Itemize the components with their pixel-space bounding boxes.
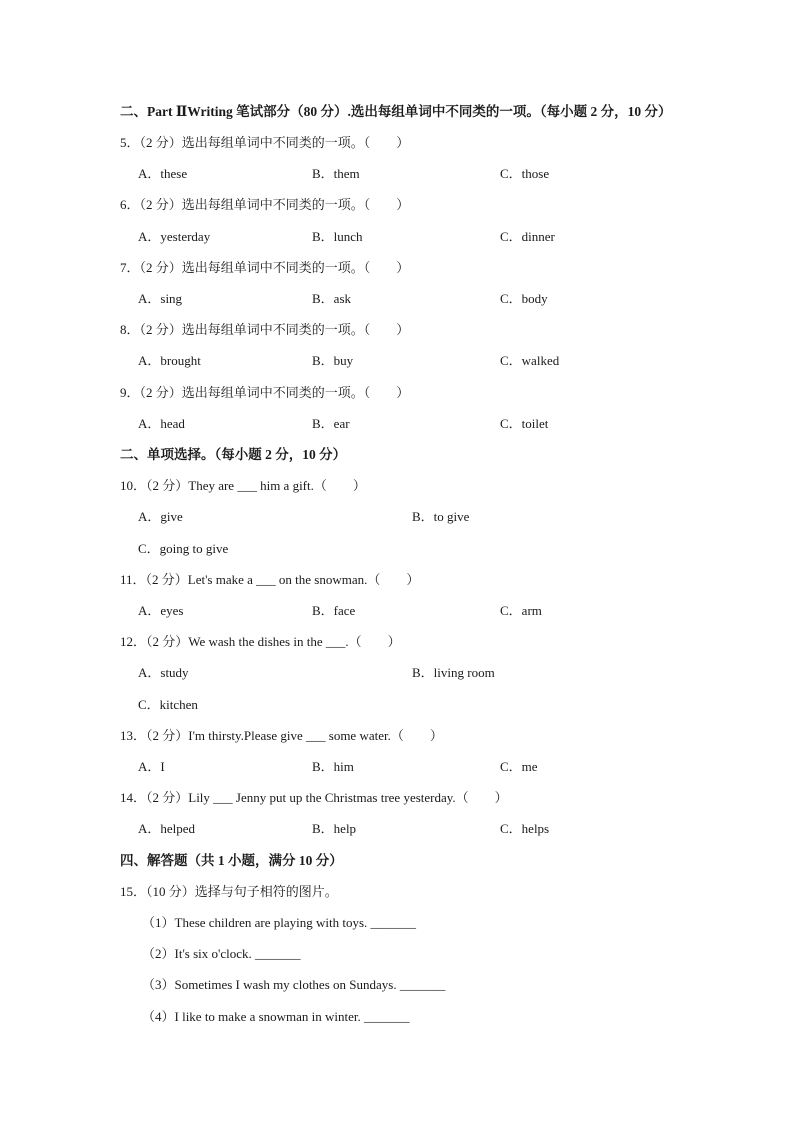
question-10-option-c[interactable]: C．going to give (138, 541, 229, 556)
question-12-option-a[interactable]: A．study (138, 665, 189, 680)
question-6-option-a[interactable]: A．yesterday (138, 229, 211, 244)
question-7-option-a[interactable]: A．sing (138, 291, 183, 306)
question-5-stem: 5．（2 分）选出每组单词中不同类的一项。（ ） (120, 135, 410, 150)
question-8-option-b[interactable]: B．buy (312, 353, 354, 368)
question-9-option-a[interactable]: A．head (138, 416, 185, 431)
question-11-option-a[interactable]: A．eyes (138, 603, 184, 618)
question-7-option-c[interactable]: C．body (500, 291, 548, 306)
question-6-stem: 6．（2 分）选出每组单词中不同类的一项。（ ） (120, 197, 410, 212)
section-heading-answer: 四、解答题（共 1 小题，满分 10 分） (120, 853, 343, 868)
question-15-item-1[interactable]: （1）These children are playing with toys. _______ (142, 915, 417, 930)
section-heading-part2: 二、Part ⅡWriting 笔试部分（80 分）.选出每组单词中不同类的一项。（每小题 2 分，10 分） (120, 104, 672, 119)
question-15-item-2[interactable]: （2）It's six o'clock. _______ (142, 946, 301, 961)
question-8-stem: 8．（2 分）选出每组单词中不同类的一项。（ ） (120, 322, 410, 337)
question-12-option-b[interactable]: B．living room (412, 665, 495, 680)
question-9-stem: 9．（2 分）选出每组单词中不同类的一项。（ ） (120, 385, 410, 400)
question-5-option-c[interactable]: C．those (500, 166, 550, 181)
question-11-stem: 11．（2 分）Let's make a ___ on the snowman.（ ） (120, 572, 420, 587)
question-6-option-b[interactable]: B．lunch (312, 229, 363, 244)
question-14-stem: 14．（2 分）Lily ___ Jenny put up the Christmas tree yesterday.（ ） (120, 790, 508, 805)
question-12-option-c[interactable]: C．kitchen (138, 697, 198, 712)
question-10-stem: 10．（2 分）They are ___ him a gift.（ ） (120, 478, 366, 493)
question-10-option-a[interactable]: A．give (138, 509, 183, 524)
question-15-stem: 15．（10 分）选择与句子相符的图片。 (120, 884, 338, 899)
question-9-option-b[interactable]: B．ear (312, 416, 350, 431)
question-12-stem: 12．（2 分）We wash the dishes in the ___.（ ） (120, 634, 401, 649)
question-13-option-b[interactable]: B．him (312, 759, 354, 774)
question-15-item-3[interactable]: （3）Sometimes I wash my clothes on Sundays. _______ (142, 977, 446, 992)
question-15-item-4[interactable]: （4）I like to make a snowman in winter. _______ (142, 1009, 410, 1024)
question-13-option-c[interactable]: C．me (500, 759, 538, 774)
question-7-stem: 7．（2 分）选出每组单词中不同类的一项。（ ） (120, 260, 410, 275)
question-5-option-a[interactable]: A．these (138, 166, 188, 181)
question-14-option-c[interactable]: C．helps (500, 821, 550, 836)
question-6-option-c[interactable]: C．dinner (500, 229, 555, 244)
question-11-option-b[interactable]: B．face (312, 603, 356, 618)
question-13-option-a[interactable]: A．I (138, 759, 165, 774)
question-8-option-a[interactable]: A．brought (138, 353, 201, 368)
question-11-option-c[interactable]: C．arm (500, 603, 542, 618)
question-13-stem: 13．（2 分）I'm thirsty.Please give ___ some water.（ ） (120, 728, 443, 743)
question-8-option-c[interactable]: C．walked (500, 353, 560, 368)
question-5-option-b[interactable]: B．them (312, 166, 360, 181)
question-14-option-b[interactable]: B．help (312, 821, 357, 836)
question-10-option-b[interactable]: B．to give (412, 509, 470, 524)
section-heading-single-choice: 二、单项选择。（每小题 2 分，10 分） (120, 447, 347, 462)
question-7-option-b[interactable]: B．ask (312, 291, 352, 306)
question-14-option-a[interactable]: A．helped (138, 821, 196, 836)
question-9-option-c[interactable]: C．toilet (500, 416, 549, 431)
